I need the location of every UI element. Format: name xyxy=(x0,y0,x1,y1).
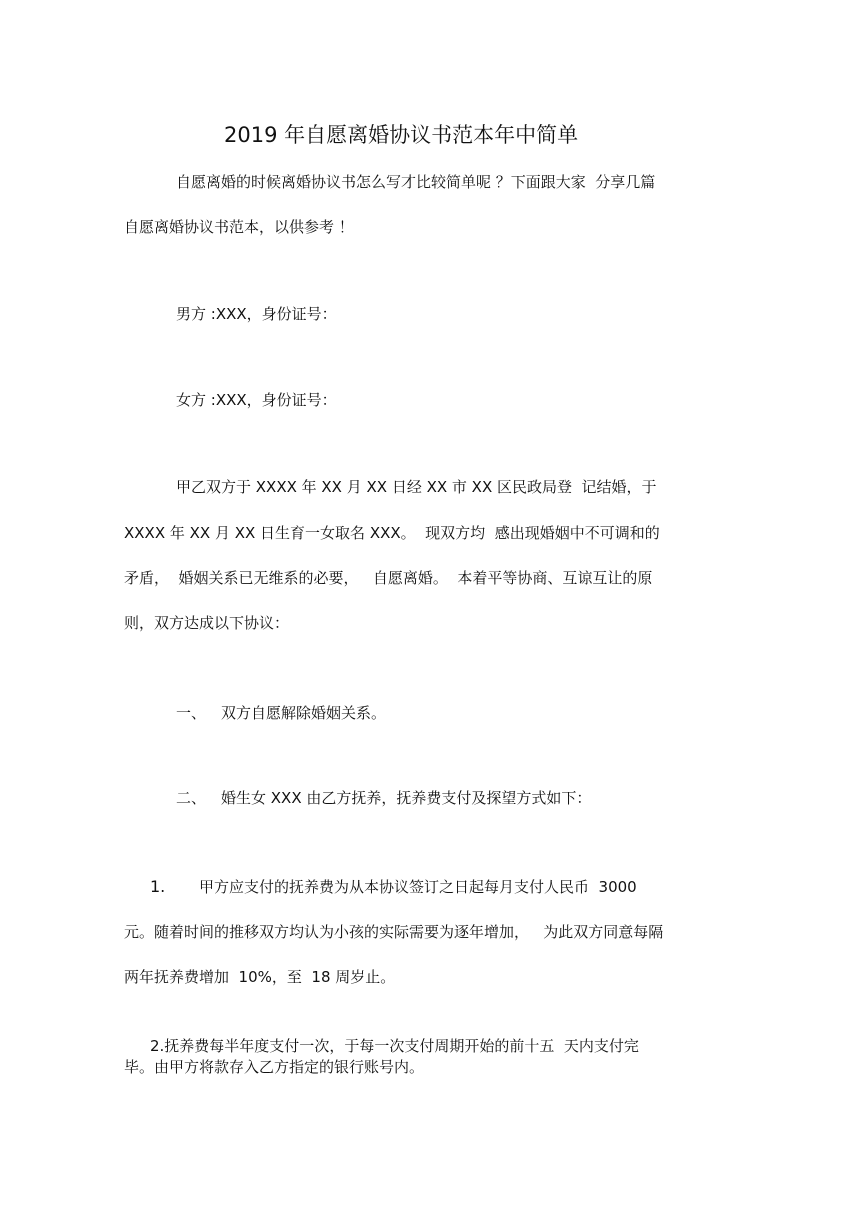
item-1-line-1: 甲方应支付的抚养费为从本协议签订之日起每月支付人民币 3000 xyxy=(199,878,637,896)
husband-line: 男方 :XXX，身份证号： xyxy=(176,305,337,323)
preamble-line-1: 甲乙双方于 XXXX 年 XX 月 XX 日经 XX 市 XX 区民政局登 记结婚，于 xyxy=(176,478,657,496)
item-2-line-2: 毕。由甲方将款存入乙方指定的银行账号内。 xyxy=(124,1058,425,1076)
item-1-line-3: 两年抚养费增加 10%，至 18 周岁止。 xyxy=(124,968,396,986)
item-1-number: 1. xyxy=(150,877,166,896)
clause-2-text: 婚生女 XXX 由乙方抚养，抚养费支付及探望方式如下： xyxy=(221,789,592,807)
intro-line-2: 自愿离婚协议书范本，以供参考 ！ xyxy=(124,218,354,236)
item-2-line-1: 2.抚养费每半年度支付一次，于每一次支付周期开始的前十五 天内支付完 xyxy=(150,1037,639,1055)
preamble-line-4: 则，双方达成以下协议： xyxy=(124,614,290,632)
intro-line-1: 自愿离婚的时候离婚协议书怎么写才比较简单呢 ？下面跟大家 分享几篇 xyxy=(176,173,656,191)
item-1-line-2: 元。随着时间的推移双方均认为小孩的实际需要为逐年增加， 为此双方同意每隔 xyxy=(124,923,664,941)
document-title: 2019 年自愿离婚协议书范本年中简单 xyxy=(224,123,579,147)
clause-1-text: 双方自愿解除婚姻关系。 xyxy=(221,704,387,722)
preamble-line-2: XXXX 年 XX 月 XX 日生育一女取名 XXX。 现双方均 感出现婚姻中不可调和的 xyxy=(124,524,660,542)
clause-1-number: 一、 xyxy=(176,704,207,722)
clause-2-number: 二、 xyxy=(176,789,207,807)
wife-line: 女方 :XXX，身份证号： xyxy=(176,391,337,409)
preamble-line-3: 矛盾， 婚姻关系已无维系的必要， 自愿离婚。 本着平等协商、互谅互让的原 xyxy=(124,569,653,587)
